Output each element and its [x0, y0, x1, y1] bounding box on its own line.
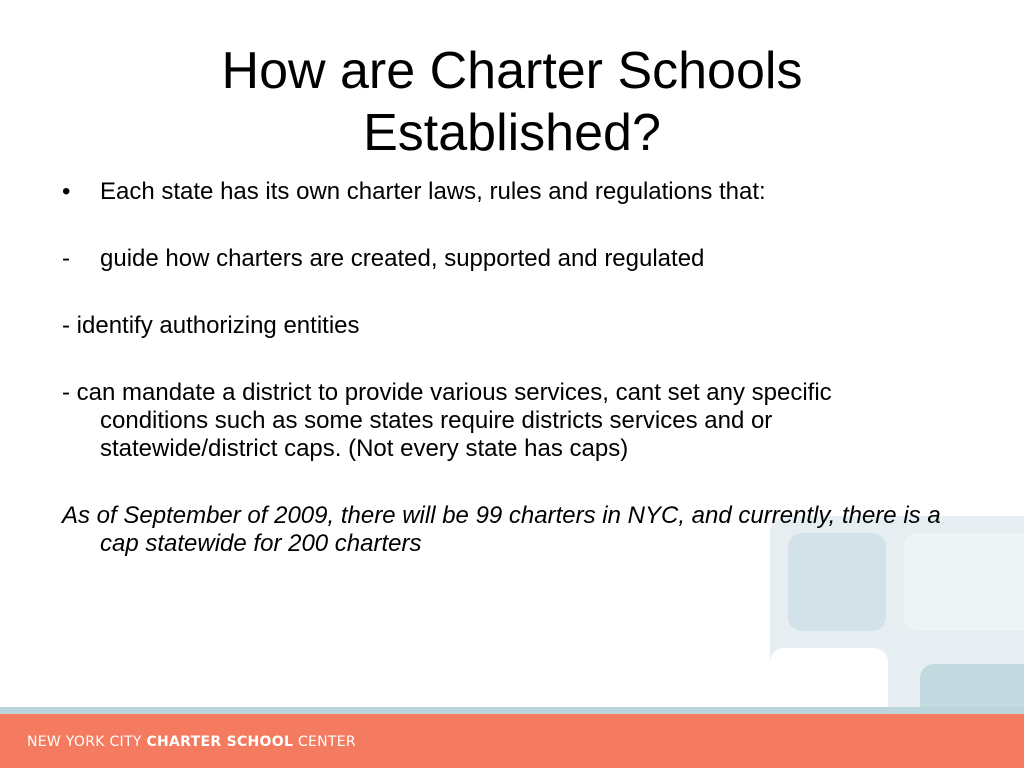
bullet-item: [62, 312, 942, 340]
footer-stripe: [0, 707, 1024, 714]
bullet-text: guide how charters are created, supported and regulated: [100, 245, 705, 272]
bullet-text: Each state has its own charter laws, rules and regulations that:: [100, 178, 766, 205]
note-item: [62, 502, 942, 558]
footer-text-part1: NEW YORK CITY: [27, 734, 147, 750]
slide-title: [120, 40, 904, 164]
slide-body: [62, 178, 942, 597]
note-text: As of September of 2009, there will be 99 charters in NYC, and currently, there is a cap statewide for 200 charters: [62, 502, 941, 557]
title-line-1: How are Charter Schools: [221, 42, 803, 100]
title-line-2: Established?: [363, 104, 661, 162]
dash-marker: -: [62, 245, 70, 272]
bullet-item: [62, 379, 942, 463]
footer-text-part2: CHARTER SCHOOL: [146, 734, 294, 750]
bullet-text: - identify authorizing entities: [62, 312, 360, 339]
footer-logo-text: [27, 734, 356, 750]
footer-text-part3: CENTER: [293, 734, 356, 750]
bullet-item: [62, 245, 942, 273]
bullet-item: [62, 178, 942, 206]
bullet-marker: •: [62, 178, 71, 205]
bullet-text: - can mandate a district to provide various services, cant set any specific conditions such as some states require districts services and or statewide/district caps. (Not every state has caps): [62, 379, 832, 462]
